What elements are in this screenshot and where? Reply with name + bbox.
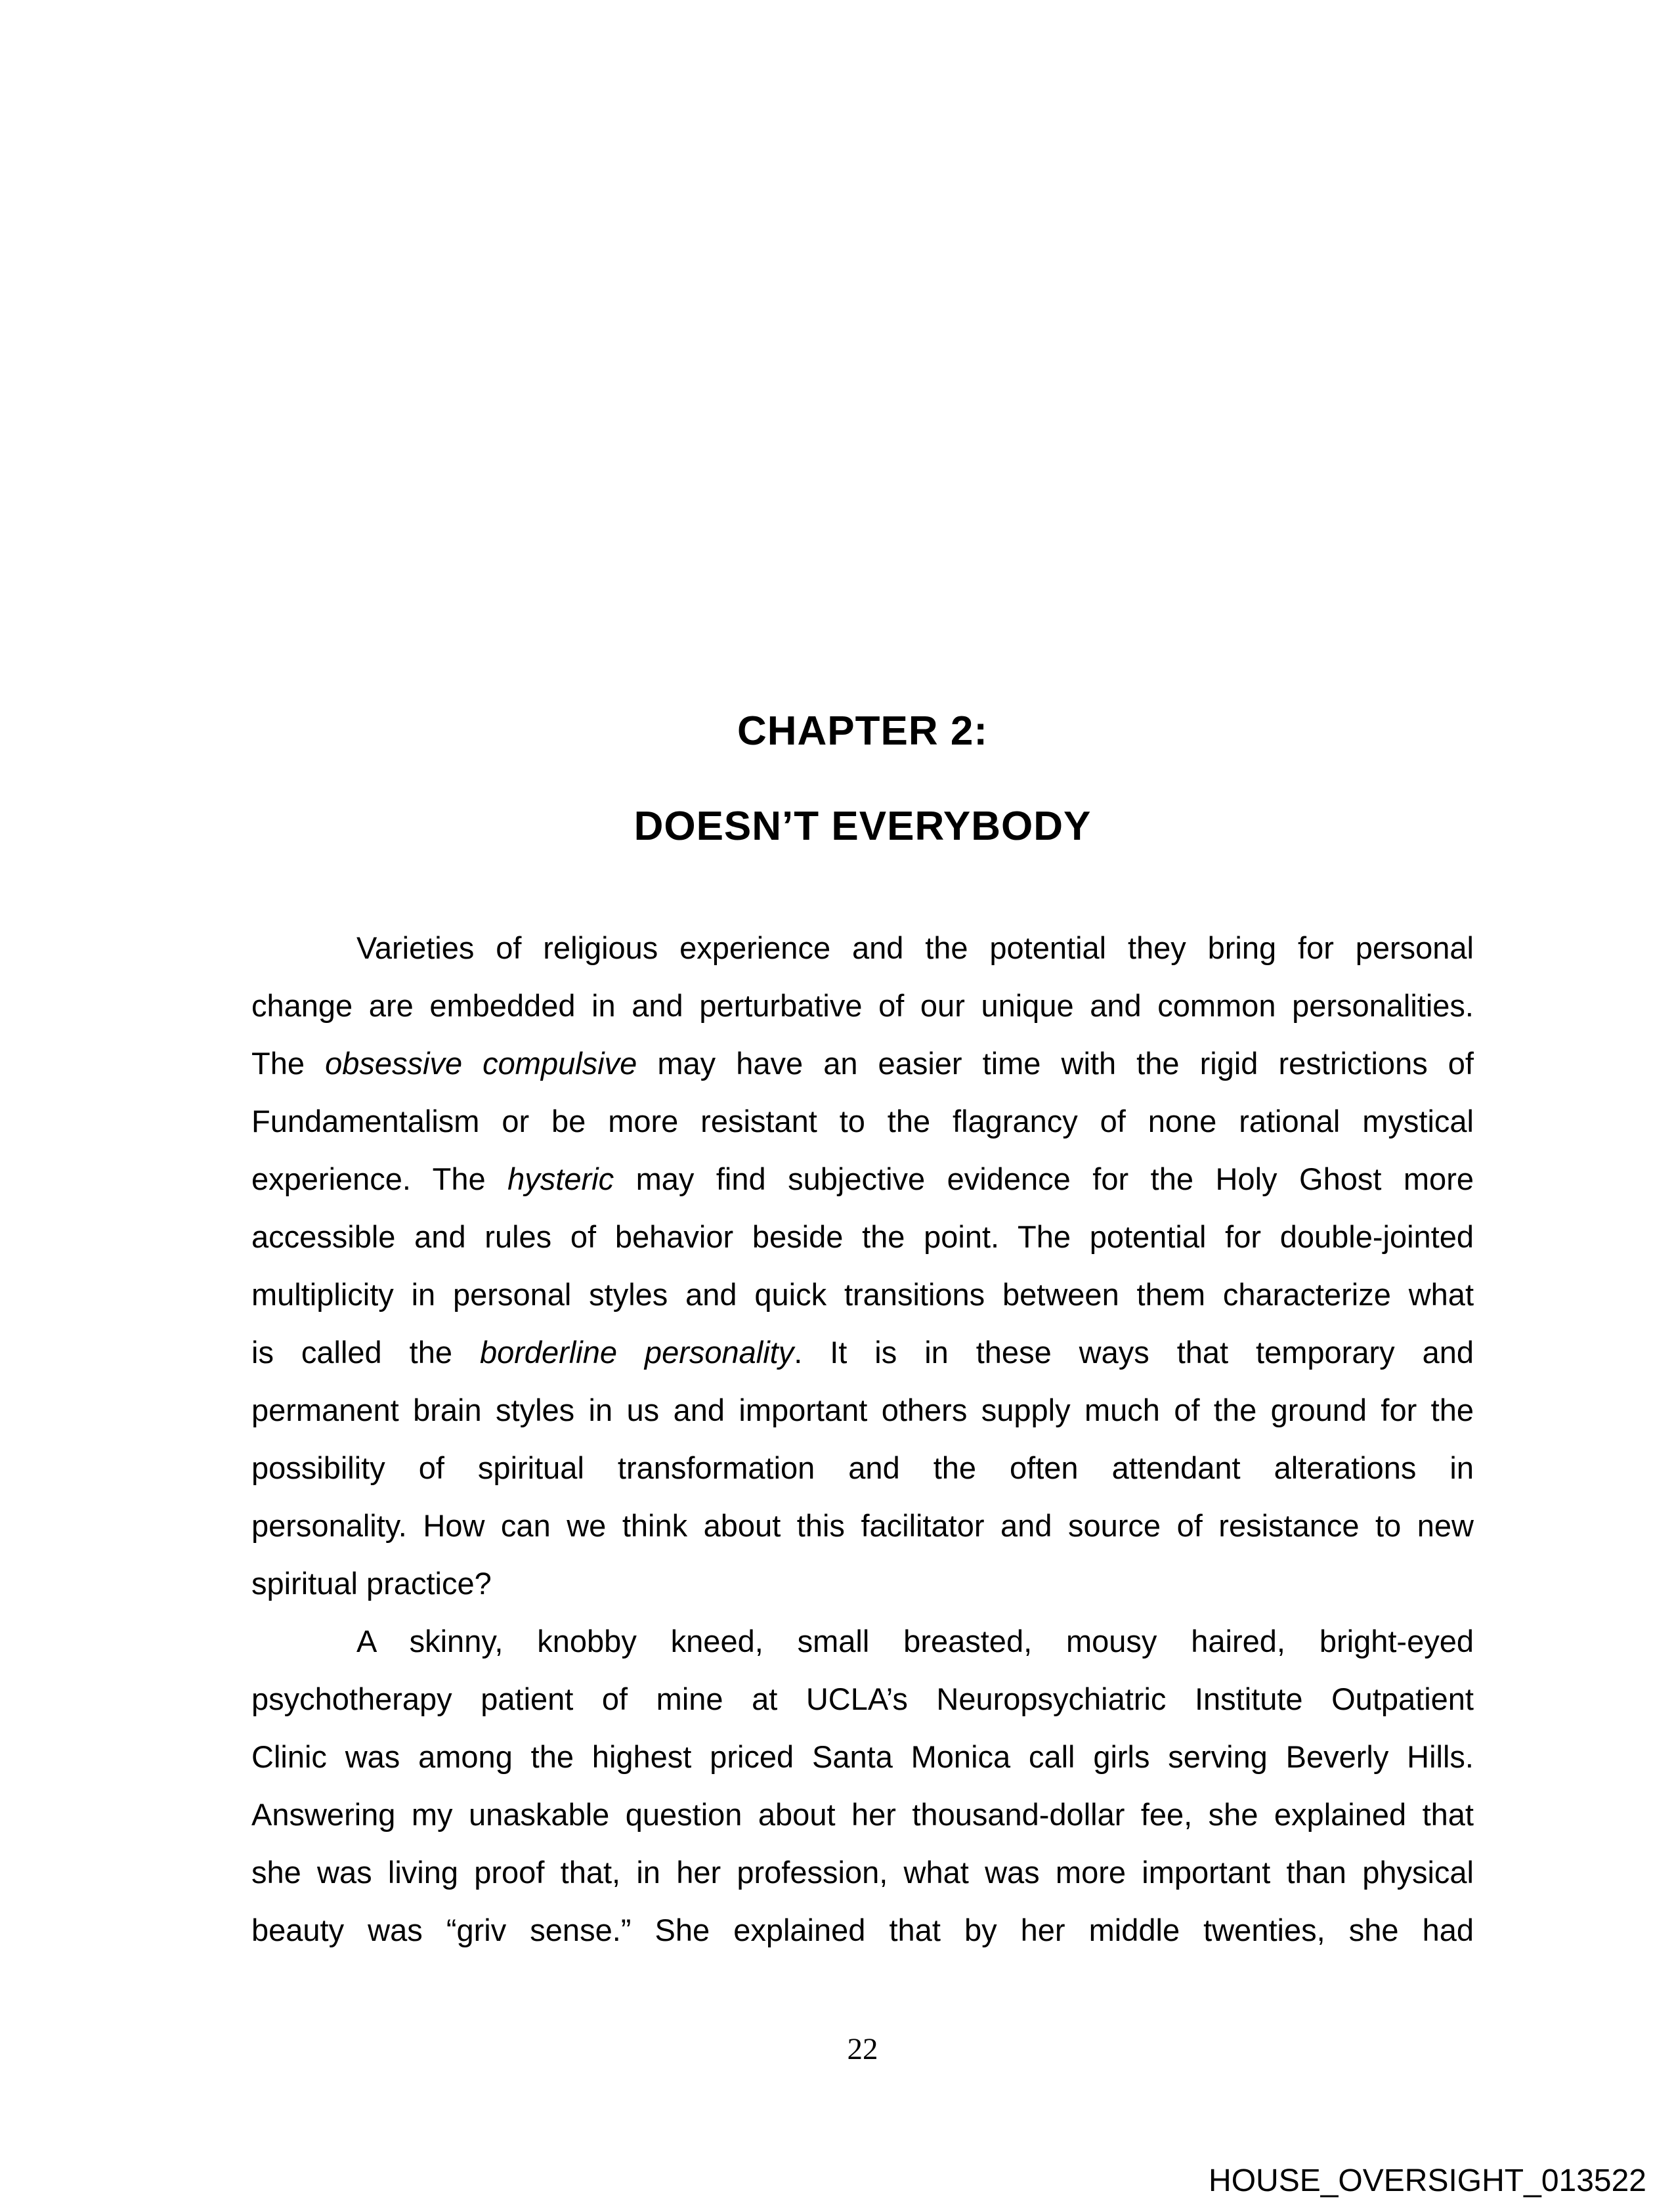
bates-stamp: HOUSE_OVERSIGHT_013522	[1209, 2163, 1646, 2198]
body-line: Clinic was among the highest priced Santa Monica call girls serving Beverly Hills.	[251, 1739, 1474, 1774]
body-line: Answering my unaskable question about her thousand-dollar fee, she explained that	[251, 1797, 1474, 1832]
body-line: accessible and rules of behavior beside the point. The potential for double-jointed	[251, 1219, 1474, 1254]
body-line: The obsessive compulsive may have an easier time with the rigid restrictions of	[251, 1046, 1474, 1081]
body-line: permanent brain styles in us and important others supply much of the ground for the	[251, 1393, 1474, 1427]
page-number: 22	[847, 2032, 878, 2066]
body-line: is called the borderline personality. It is in these ways that temporary and	[251, 1335, 1474, 1370]
body-line: A skinny, knobby kneed, small breasted, mousy haired, bright-eyed	[356, 1624, 1474, 1659]
body-line: Fundamentalism or be more resistant to the flagrancy of none rational mystical	[251, 1104, 1474, 1139]
body-line: change are embedded in and perturbative of our unique and common personalities.	[251, 988, 1474, 1023]
body-line: possibility of spiritual transformation and the often attendant alterations in	[251, 1450, 1474, 1485]
body-line: multiplicity in personal styles and quick transitions between them characterize what	[251, 1277, 1474, 1312]
body-line: psychotherapy patient of mine at UCLA’s Neuropsychiatric Institute Outpatient	[251, 1681, 1474, 1716]
body-line: she was living proof that, in her profession, what was more important than physical	[251, 1855, 1474, 1890]
body-line: personality. How can we think about this facilitator and source of resistance to new	[251, 1508, 1474, 1543]
chapter-number-heading: CHAPTER 2:	[737, 708, 989, 754]
chapter-title-heading: DOESN’T EVERYBODY	[633, 804, 1092, 849]
body-line: experience. The hysteric may find subjective evidence for the Holy Ghost more	[251, 1161, 1474, 1196]
body-line: beauty was “griv sense.” She explained that by her middle twenties, she had	[251, 1913, 1474, 1947]
body-line: Varieties of religious experience and the potential they bring for personal	[356, 930, 1474, 965]
body-text	[251, 919, 1474, 1959]
body-line: spiritual practice?	[251, 1566, 492, 1601]
